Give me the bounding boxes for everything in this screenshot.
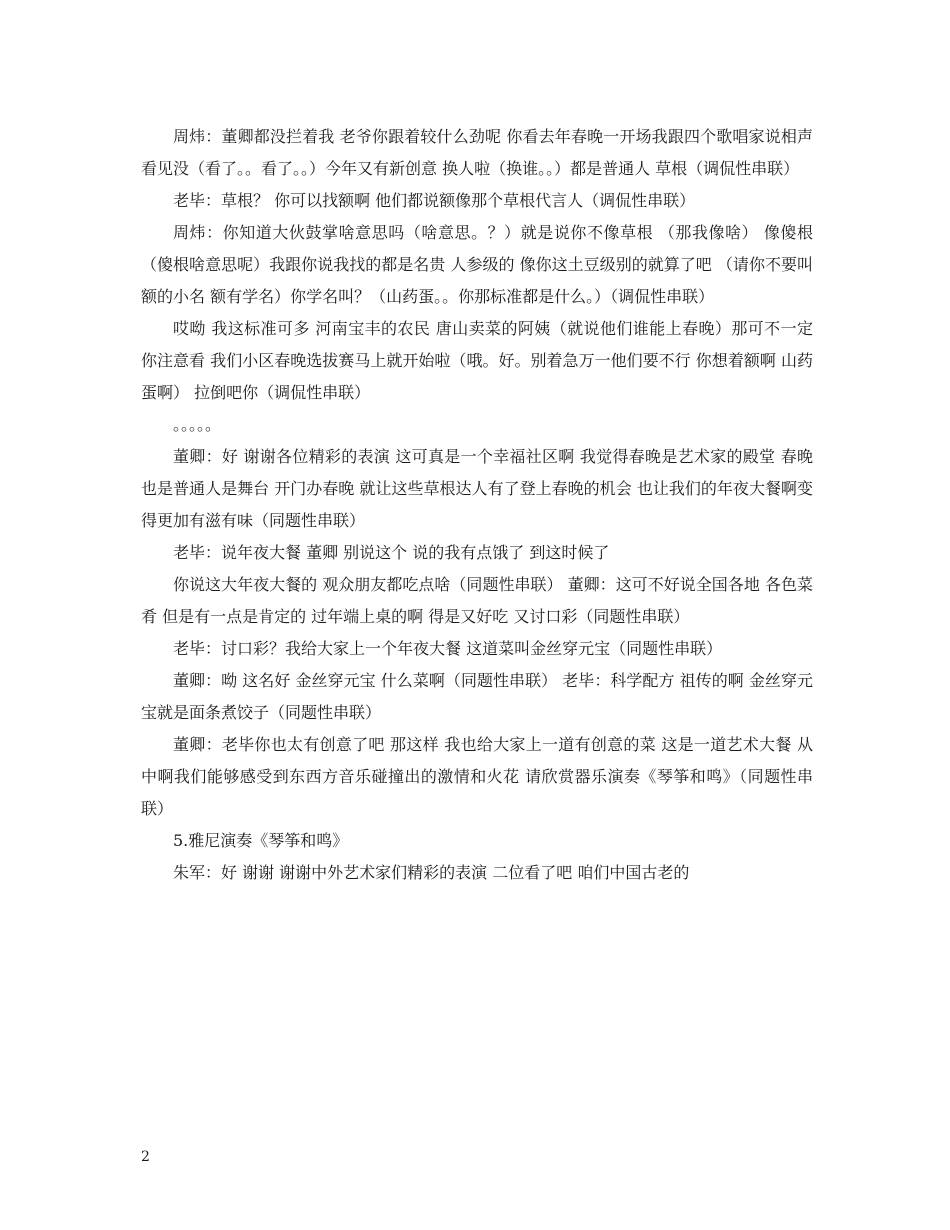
paragraph-zhujun-thanks: 朱军：好 谢谢 谢谢中外艺术家们精彩的表演 二位看了吧 咱们中国古老的 <box>173 863 690 882</box>
paragraph-ellipsis: 。。。。。 <box>173 415 222 434</box>
paragraph-zhouwei-opening: 周炜：董卿都没拦着我 老爷你跟着较什么劲呢 你看去年春晚一开场我跟四个歌唱家说相声看见没（看了。。看了。。）今年又有新创意 换人啦（换谁。。）都是普通人 草根（调侃性串联） <box>141 127 813 178</box>
program-item-heading: 5.雅尼演奏《琴筝和鸣》 <box>173 831 349 850</box>
paragraph-standards: 哎呦 我这标准可多 河南宝丰的农民 唐山卖菜的阿姨（就说他们谁能上春晚）那可不一定 你注意看 我们小区春晚选拔赛马上就开始啦（哦。好。别着急万一他们要不行 你想着额啊 山药蛋啊） 拉倒吧你（调侃性串联） <box>141 319 813 402</box>
paragraph-dongqing-community: 董卿：好 谢谢各位精彩的表演 这可真是一个幸福社区啊 我觉得春晚是艺术家的殿堂 春晚也是普通人是舞台 开门办春晚 就让这些草根达人有了登上春晚的机会 也让我们的年夜大餐啊变得更加有滋有味（同题性串联） <box>141 447 813 530</box>
page-number: 2 <box>141 1149 150 1165</box>
paragraph-zhouwei-shagen: 周炜：你知道大伙鼓掌啥意思吗（啥意思。？）就是说你不像草根 （那我像啥） 像傻根 （傻根啥意思呢）我跟你说我找的都是名贵 人参级的 像你这土豆级别的就算了吧 （请你不要叫额的小名 额有学名）你学名叫？（山药蛋。。你那标准都是什么。）（调侃性串联） <box>141 223 813 306</box>
paragraph-dongqing-art-feast: 董卿：老毕你也太有创意了吧 那这样 我也给大家上一道有创意的菜 这是一道艺术大餐 从中啊我们能够感受到东西方音乐碰撞出的激情和火花 请欣赏器乐演奏《琴筝和鸣》（同题性串联） <box>141 735 813 818</box>
paragraph-laobi-dish: 老毕：讨口彩？我给大家上一个年夜大餐 这道菜叫金丝穿元宝（同题性串联） <box>173 639 723 658</box>
paragraph-laobi-grassroots: 老毕：草根？ 你可以找额啊 他们都说额像那个草根代言人（调侃性串联） <box>173 191 696 210</box>
document-body <box>141 121 813 889</box>
paragraph-laobi-hungry: 老毕：说年夜大餐 董卿 别说这个 说的我有点饿了 到这时候了 <box>173 543 610 562</box>
paragraph-new-year-dinner: 你说这大年夜大餐的 观众朋友都吃点啥（同题性串联） 董卿：这可不好说全国各地 各色菜肴 但是有一点是肯定的 过年端上桌的啊 得是又好吃 又讨口彩（同题性串联） <box>141 575 813 626</box>
paragraph-dongqing-dish-name: 董卿：呦 这名好 金丝穿元宝 什么菜啊（同题性串联） 老毕：科学配方 祖传的啊 金丝穿元宝就是面条煮饺子（同题性串联） <box>141 671 813 722</box>
